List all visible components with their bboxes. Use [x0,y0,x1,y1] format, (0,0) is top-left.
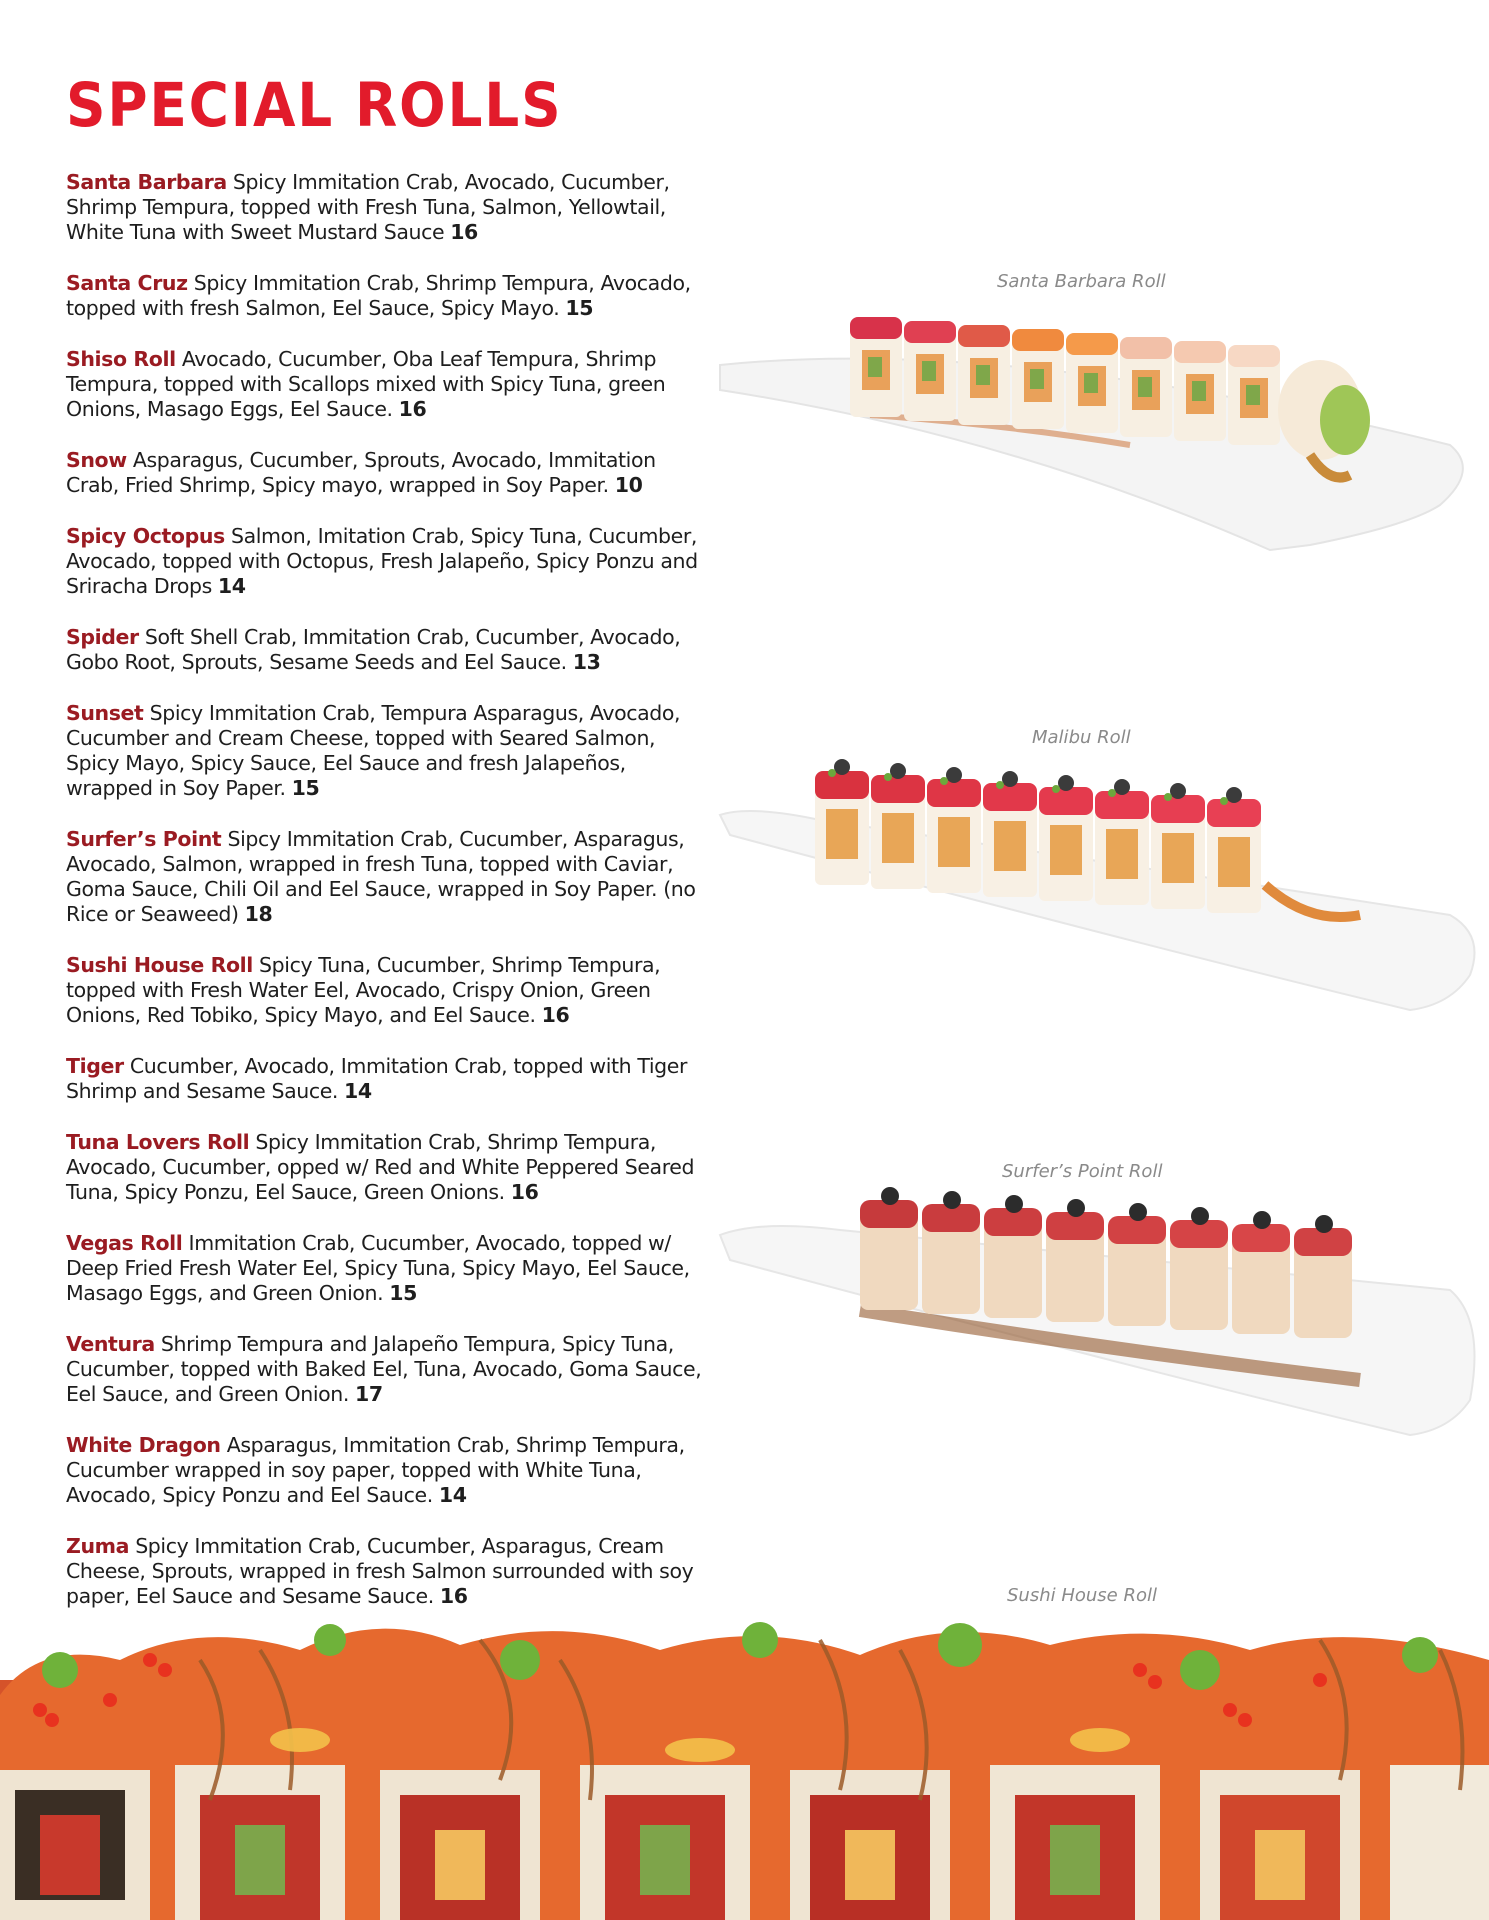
item-price: 14 [344,1079,372,1103]
menu-item [66,827,704,927]
photo-caption-santa-barbara: Santa Barbara Roll [997,271,1166,292]
item-description: Spicy Immitation Crab, Tempura Asparagus, Avocado, Cucumber and Cream Cheese, topped with Seared Salmon, Spicy Mayo, Spicy Sauce, Eel Sauce and fresh Jalapeños, wrapped in Soy Paper. [66,701,681,800]
item-price: 15 [389,1281,417,1305]
menu-item [66,347,704,422]
photo-caption-surfers-point: Surfer’s Point Roll [1002,1161,1163,1182]
item-name: Ventura [66,1332,155,1356]
item-price: 16 [450,220,478,244]
item-description: Spicy Tuna, Cucumber, Shrimp Tempura, topped with Fresh Water Eel, Avocado, Crispy Onion, Green Onions, Red Tobiko, Spicy Mayo, and Eel Sauce. [66,953,661,1027]
item-name: Tuna Lovers Roll [66,1130,250,1154]
item-description: Salmon, Imitation Crab, Spicy Tuna, Cucumber, Avocado, topped with Octopus, Fresh Jalapeño, Spicy Ponzu and Sriracha Drops [66,524,698,598]
item-price: 16 [398,397,427,421]
menu-item [66,1332,704,1407]
menu-item [66,1054,704,1104]
item-price: 18 [244,902,273,926]
item-description: Soft Shell Crab, Immitation Crab, Cucumber, Avocado, Gobo Root, Sprouts, Sesame Seeds and Eel Sauce. [66,625,681,674]
menu-item [66,271,704,321]
item-description: Asparagus, Cucumber, Sprouts, Avocado, Immitation Crab, Fried Shrimp, Spicy mayo, wrapped in Soy Paper. [66,448,656,497]
item-price: 14 [217,574,246,598]
malibu-roll-photo [710,745,1489,1045]
item-name: Spicy Octopus [66,524,225,548]
photo-caption-malibu: Malibu Roll [1032,727,1131,748]
item-name: Santa Cruz [66,271,188,295]
item-name: Zuma [66,1534,130,1558]
item-price: 16 [541,1003,570,1027]
item-name: White Dragon [66,1433,221,1457]
menu-item [66,524,704,599]
menu-item [66,1433,704,1508]
item-description: Spicy Immitation Crab, Cucumber, Asparagus, Cream Cheese, Sprouts, wrapped in fresh Salmon surrounded with soy paper, Eel Sauce and Sesame Sauce. [66,1534,694,1608]
item-description: Asparagus, Immitation Crab, Shrimp Tempura, Cucumber wrapped in soy paper, topped with White Tuna, Avocado, Spicy Ponzu and Eel Sauce. [66,1433,685,1507]
item-price: 16 [510,1180,539,1204]
item-price: 17 [355,1382,383,1406]
menu-list [66,170,704,1609]
item-name: Tiger [66,1054,124,1078]
menu-item [66,701,704,801]
item-name: Snow [66,448,127,472]
sushi-house-roll-photo [0,1600,1489,1920]
page-title: SPECIAL ROLLS [66,70,563,141]
menu-item [66,1130,704,1205]
item-price: 14 [438,1483,467,1507]
item-price: 15 [565,296,594,320]
item-description: Spicy Immitation Crab, Avocado, Cucumber, Shrimp Tempura, topped with Fresh Tuna, Salmon, Yellowtail, White Tuna with Sweet Mustard Sauce [66,170,670,244]
item-price: 16 [439,1584,468,1608]
item-name: Sunset [66,701,144,725]
item-name: Santa Barbara [66,170,227,194]
item-name: Spider [66,625,139,649]
santa-barbara-roll-photo [710,295,1489,565]
item-description: Cucumber, Avocado, Immitation Crab, topped with Tiger Shrimp and Sesame Sauce. [66,1054,687,1103]
menu-item [66,953,704,1028]
item-description: Avocado, Cucumber, Oba Leaf Tempura, Shrimp Tempura, topped with Scallops mixed with Spicy Tuna, green Onions, Masago Eggs, Eel Sauce. [66,347,666,421]
item-price: 10 [614,473,643,497]
menu-item [66,1231,704,1306]
item-name: Sushi House Roll [66,953,253,977]
item-price: 13 [572,650,601,674]
item-price: 15 [291,776,320,800]
item-name: Vegas Roll [66,1231,183,1255]
item-description: Sipcy Immitation Crab, Cucumber, Asparagus, Avocado, Salmon, wrapped in fresh Tuna, topped with Caviar, Goma Sauce, Chili Oil and Eel Sauce, wrapped in Soy Paper. (no Rice or Seaweed) [66,827,696,926]
surfers-point-roll-photo [710,1180,1489,1480]
photo-caption-sushi-house: Sushi House Roll [1007,1585,1157,1606]
item-name: Shiso Roll [66,347,176,371]
item-description: Spicy Immitation Crab, Shrimp Tempura, Avocado, topped with fresh Salmon, Eel Sauce, Spicy Mayo. [66,271,691,320]
menu-item [66,170,704,245]
item-description: Shrimp Tempura and Jalapeño Tempura, Spicy Tuna, Cucumber, topped with Baked Eel, Tuna, Avocado, Goma Sauce, Eel Sauce, and Green Onion. [66,1332,702,1406]
item-name: Surfer’s Point [66,827,222,851]
item-description: Immitation Crab, Cucumber, Avocado, topped w/ Deep Fried Fresh Water Eel, Spicy Tuna, Spicy Mayo, Eel Sauce, Masago Eggs, and Green Onion. [66,1231,690,1305]
menu-item [66,448,704,498]
item-description: Spicy Immitation Crab, Shrimp Tempura, Avocado, Cucumber, opped w/ Red and White Peppered Seared Tuna, Spicy Ponzu, Eel Sauce, Green Onions. [66,1130,695,1204]
menu-item [66,1534,704,1609]
menu-item [66,625,704,675]
